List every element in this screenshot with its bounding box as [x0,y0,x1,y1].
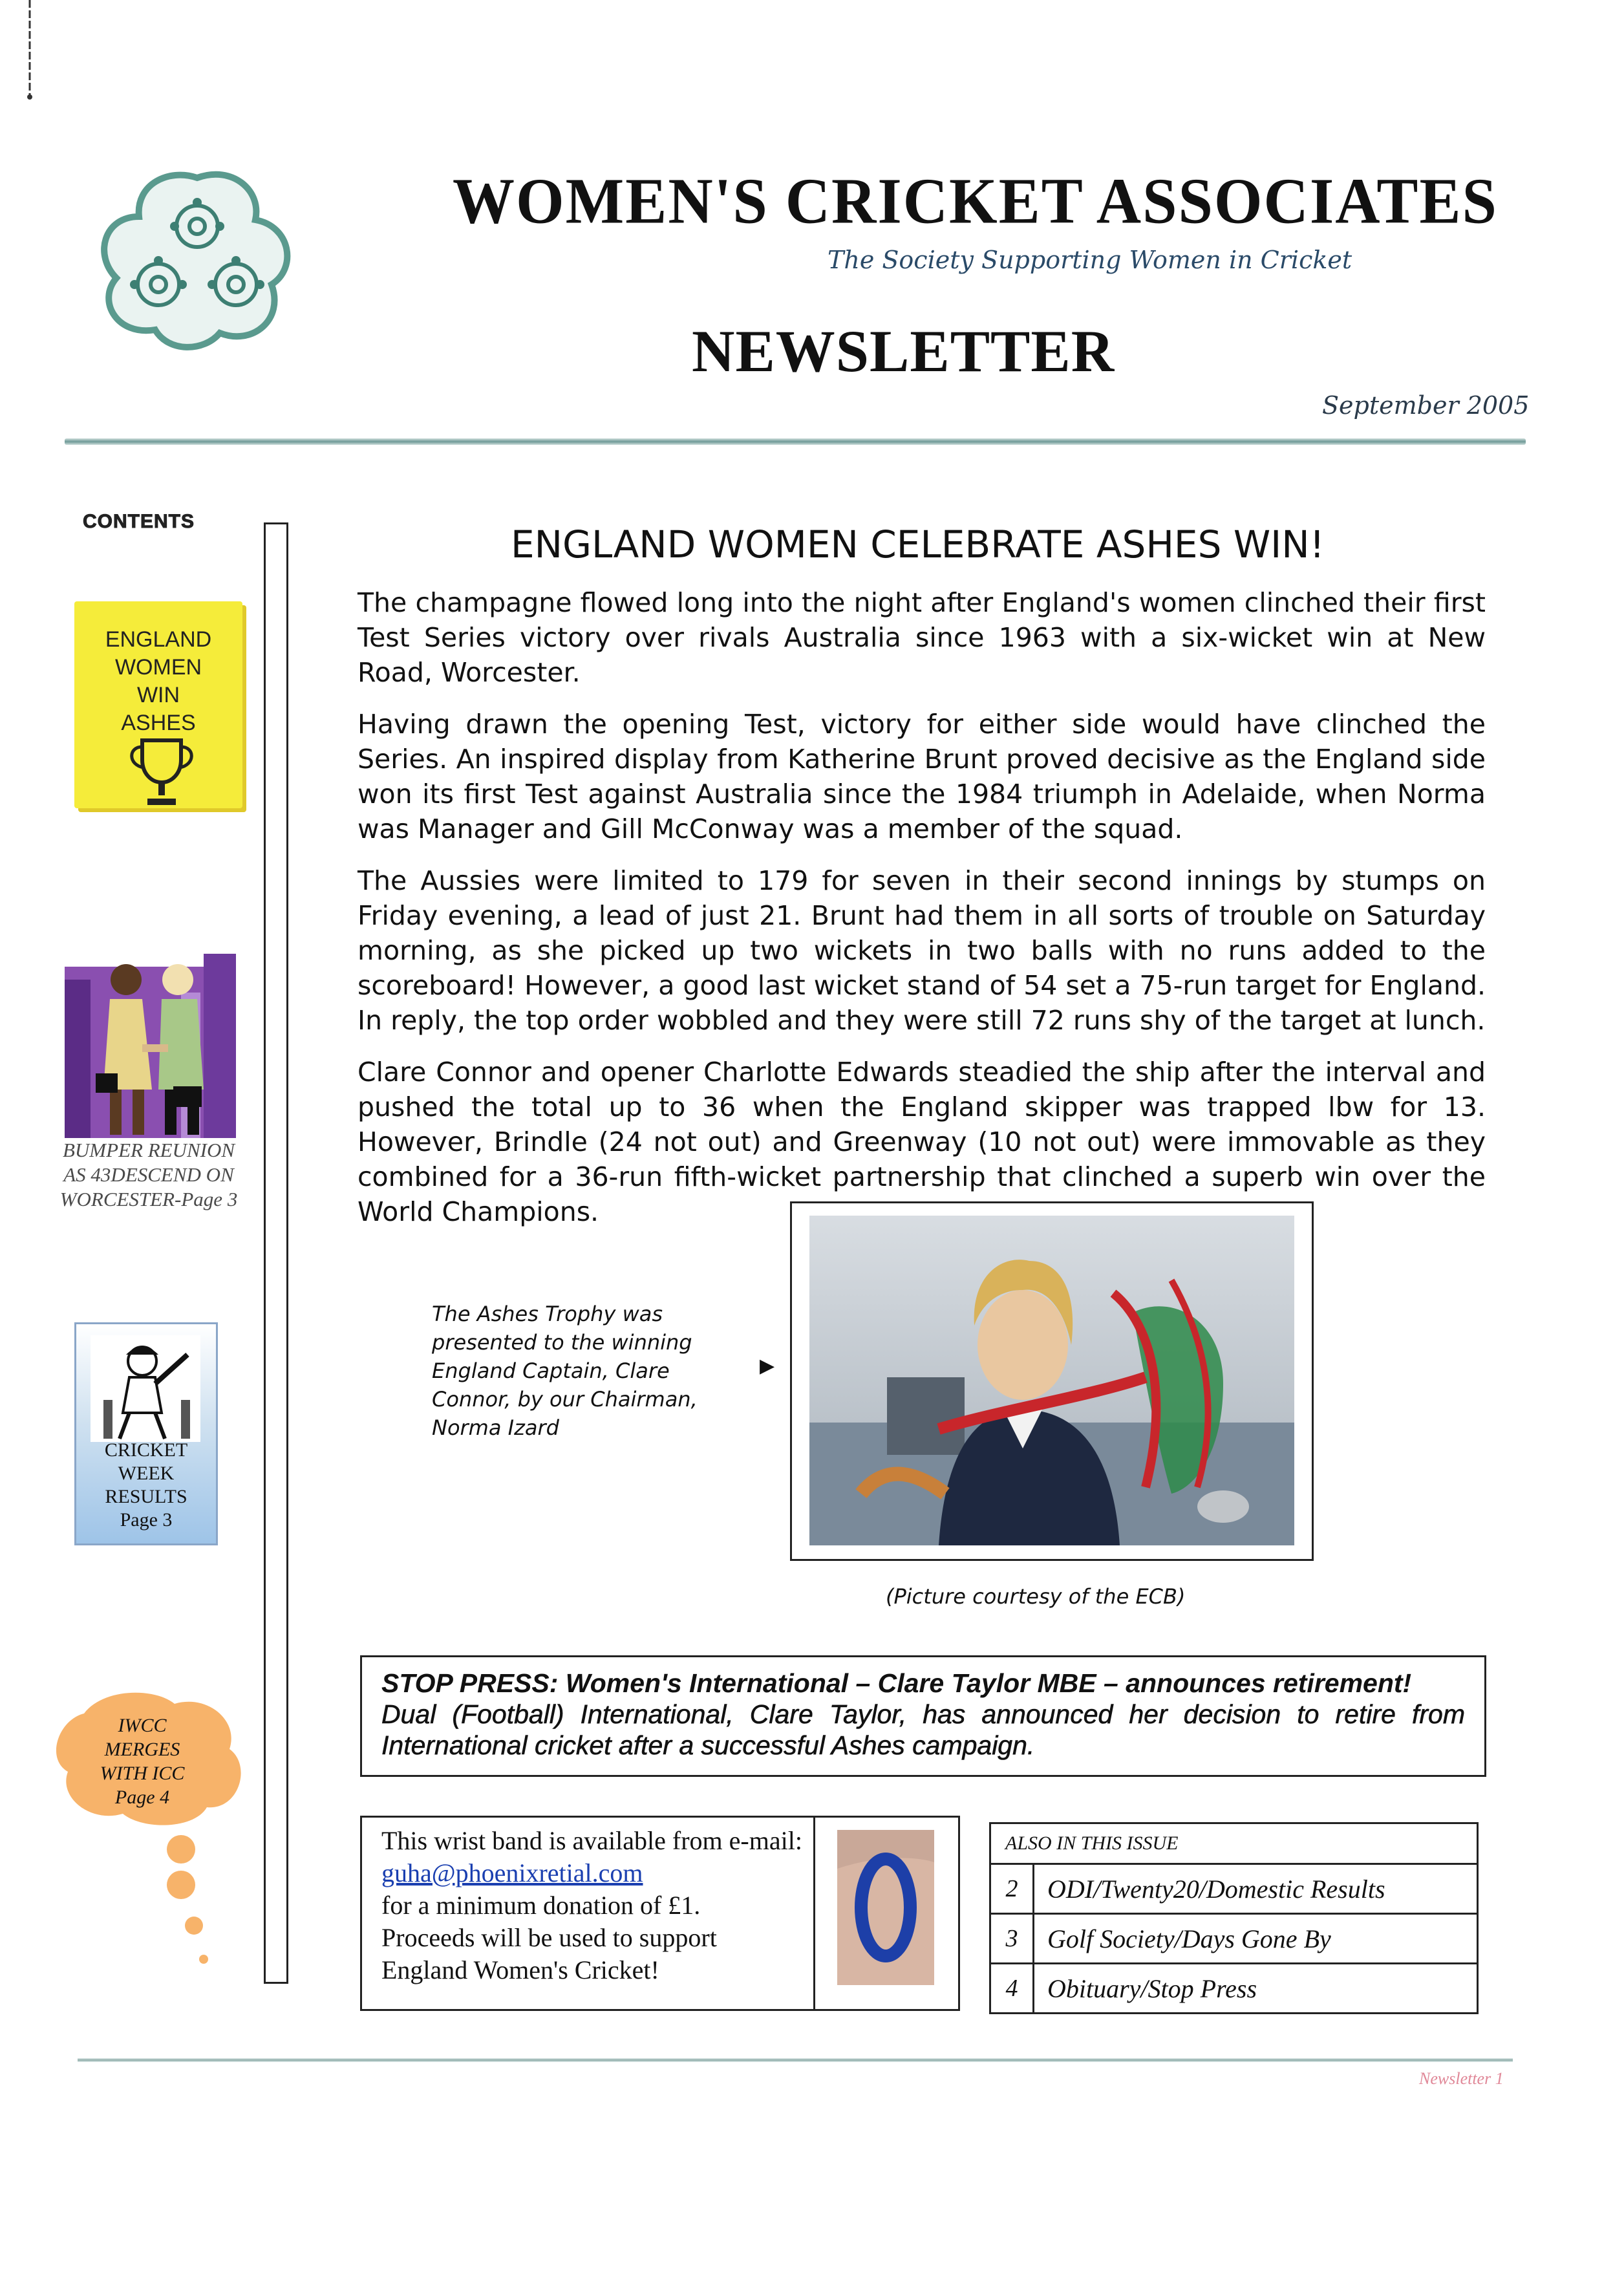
bumper-line: WORCESTER-Page 3 [59,1188,238,1210]
article-paragraph: Clare Connor and opener Charlotte Edwards steadied the ship after the interval and pushed the total up to 36 when the England skipper was trapped lbw for 13. However, Brindle (24 not out) and Greenway (10 not out) were immovable as they combined for a 36-run fifth-wicket partnership that clinched a superb win over the World Champions. [358,1057,1486,1227]
stop-press-heading: STOP PRESS: Women's International – Clare Taylor MBE – announces retirement! [381,1668,1412,1698]
table-row[interactable] [990,1964,1478,2014]
iwcc-teaser[interactable] [61,1714,223,1809]
iwcc-line: MERGES [104,1739,180,1760]
cricketer-cartoon-illustration [91,1335,200,1442]
wristband-line: This wrist band is available from e-mail: [381,1826,802,1855]
feature-scroll-text [74,626,242,737]
sidebar-divider [264,522,288,1984]
issue-title: Obituary/Stop Press [1034,1964,1478,2014]
wristband-line: Proceeds will be used to support [381,1923,717,1952]
bumper-reunion-teaser[interactable] [45,1138,252,1212]
bottom-divider [78,2058,1513,2062]
cricket-week-line: WEEK [118,1463,175,1484]
masthead-title: WOMEN'S CRICKET ASSOCIATES [453,164,1498,237]
cricket-week-line: CRICKET [104,1439,188,1461]
article-paragraph: Having drawn the opening Test, victory for either side would have clinched the Series. An inspired display from Katherine Brunt proved decisive as the England side won its first Test against Australia since the 1984 triumph in Adelaide, when Norma was Manager and Gill McConway was a member of the squad. [358,709,1486,844]
iwcc-line: WITH ICC [100,1763,185,1784]
masthead-tagline: The Society Supporting Women in Cricket [828,246,1352,274]
trophy-icon [123,734,200,811]
wristband-line: England Women's Cricket! [381,1955,659,1984]
issue-page-number: 3 [990,1914,1034,1964]
wca-rose-logo [91,165,304,352]
bumper-line: AS 43DESCEND ON [63,1163,234,1186]
iwcc-line: Page 4 [114,1787,170,1808]
wristband-text [381,1825,815,1986]
article-paragraph: The champagne flowed long into the night after England's women clinched their first Test Series victory over rivals Australia since 1963 with a six-wicket win at New Road, Worcester. [358,587,1486,688]
thought-bubbles [165,1869,217,1972]
cricket-week-text [74,1439,218,1532]
wristband-photo [837,1830,934,1985]
binder-mark [23,0,36,103]
top-divider [65,438,1526,445]
feature-line: WOMEN [114,655,202,680]
bumper-line: BUMPER REUNION [62,1139,235,1161]
issue-date: September 2005 [1322,391,1530,420]
also-in-issue-heading: ALSO IN THIS ISSUE [990,1823,1478,1864]
issue-title: Golf Society/Days Gone By [1034,1914,1478,1964]
contents-label: CONTENTS [83,511,195,532]
arrow-right-icon: ▶ [760,1355,775,1377]
cricket-week-line: Page 3 [120,1509,173,1531]
issue-page-number: 4 [990,1964,1034,2014]
article-headline: ENGLAND WOMEN CELEBRATE ASHES WIN! [511,522,1325,566]
table-row[interactable] [990,1914,1478,1964]
stop-press-body: Dual (Football) International, Clare Taylor, has announced her decision to retire from International cricket after a successful Ashes campaign. [381,1699,1465,1760]
iwcc-line: IWCC [118,1715,167,1736]
table-row[interactable] [990,1864,1478,1914]
feature-line: ASHES [121,711,196,735]
issue-page-number: 2 [990,1864,1034,1914]
ashes-trophy-photo [809,1216,1294,1545]
issue-title: ODI/Twenty20/Domestic Results [1034,1864,1478,1914]
photo-caption: The Ashes Trophy was presented to the winning England Captain, Clare Connor, by our Chairman, Norma Izard [432,1302,698,1440]
cricket-week-line: RESULTS [105,1486,187,1507]
feature-line: WIN [136,683,180,707]
feature-line: ENGLAND [105,627,212,652]
wristband-line: for a minimum donation of £1. [381,1891,701,1920]
stop-press-box [360,1655,1486,1777]
also-in-issue-table [989,1822,1479,2014]
wristband-email-link[interactable]: guha@phoenixretial.com [381,1858,643,1887]
article-body [358,585,1486,1246]
footer-page-label: Newsletter 1 [1419,2069,1504,2088]
newsletter-heading: NEWSLETTER [692,318,1115,384]
article-paragraph: The Aussies were limited to 179 for seven in their second innings by stumps on Friday evening, a lead of just 21. Brunt had them in all sorts of trouble on Saturday morning, as she picked up two wickets in two balls with no runs added to the scoreboard! However, a good last wicket stand of 54 set a 75-run target for England. In reply, the top order wobbled and they were still 72 runs shy of the target at lunch. [358,865,1486,1036]
photo-credit: (Picture courtesy of the ECB) [886,1584,1186,1609]
business-handshake-illustration [65,941,236,1138]
